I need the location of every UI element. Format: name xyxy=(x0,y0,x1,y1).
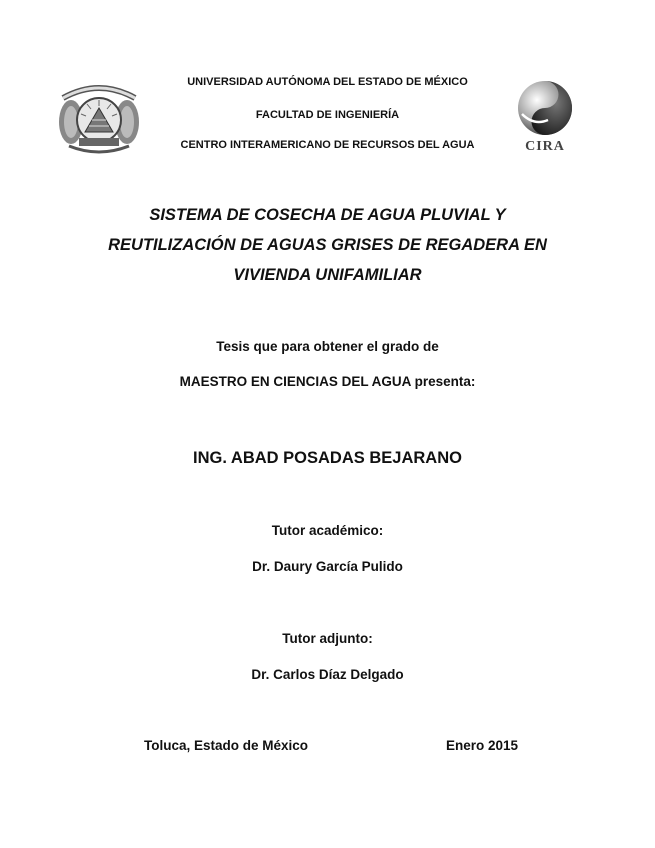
faculty-name: FACULTAD DE INGENIERÍA xyxy=(255,109,400,121)
date: Enero 2015 xyxy=(446,738,519,753)
tutor-adjunct-name: Dr. Carlos Díaz Delgado xyxy=(251,667,404,682)
thesis-purpose-line-2: MAESTRO EN CIENCIAS DEL AGUA presenta: xyxy=(179,374,476,389)
tutor-academic-name: Dr. Daury García Pulido xyxy=(252,559,403,574)
thesis-purpose-line-1: Tesis que para obtener el grado de xyxy=(216,339,439,354)
thesis-title-line-1: SISTEMA DE COSECHA DE AGUA PLUVIAL Y xyxy=(149,206,506,224)
tutor-adjunct-label: Tutor adjunto: xyxy=(282,631,373,646)
place: Toluca, Estado de México xyxy=(144,738,309,753)
thesis-title-line-2: REUTILIZACIÓN DE AGUAS GRISES DE REGADERA EN xyxy=(108,236,547,254)
tutor-academic-label: Tutor académico: xyxy=(271,523,384,538)
thesis-title-line-3: VIVIENDA UNIFAMILIAR xyxy=(233,266,422,284)
center-name: CENTRO INTERAMERICANO DE RECURSOS DEL AGUA xyxy=(180,139,475,151)
thesis-title xyxy=(60,200,595,290)
svg-text:CIRA: CIRA xyxy=(525,139,565,152)
author-name: ING. ABAD POSADAS BEJARANO xyxy=(193,449,462,467)
university-name: UNIVERSIDAD AUTÓNOMA DEL ESTADO DE MÉXICO xyxy=(187,76,468,88)
